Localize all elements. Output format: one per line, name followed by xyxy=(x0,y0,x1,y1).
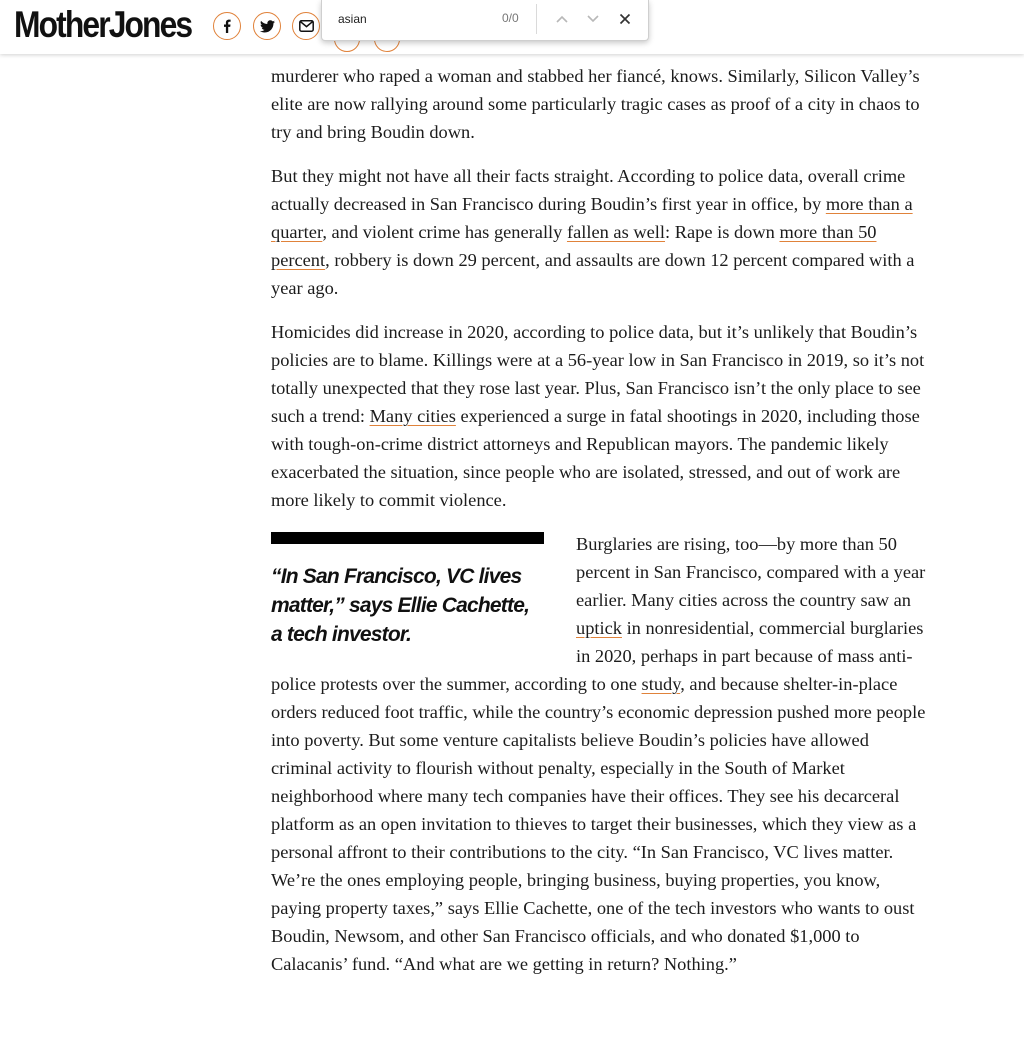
email-share-button[interactable] xyxy=(292,12,320,40)
facebook-icon xyxy=(220,19,234,33)
paragraph-text: Homicides did increase in 2020, according to police data, but it’s unlikely that Boudin’s policies are to blame. Killings were at a 56-year low in San Francisco in 2019, so it’s not totally unexpected that they rose last year. Plus, San Francisco isn’t the only place to see such a trend: xyxy=(271,322,925,426)
facebook-share-button[interactable] xyxy=(213,12,241,40)
twitter-share-button[interactable] xyxy=(253,12,281,40)
chevron-down-icon xyxy=(586,14,600,24)
twitter-icon xyxy=(260,20,275,33)
article-paragraph xyxy=(271,162,931,302)
close-icon xyxy=(619,13,631,25)
pull-quote-text: “In San Francisco, VC lives matter,” says Ellie Cachette, a tech investor. xyxy=(271,565,530,646)
paragraph-text: in nonresidential, commercial burglaries in 2020, perhaps in part because of mass anti-police protests over the summer, according to one xyxy=(271,618,924,694)
find-close-button[interactable] xyxy=(612,7,638,31)
link-study[interactable]: study xyxy=(641,674,681,694)
paragraph-text: Burglaries are rising, too—by more than 50 percent in San Francisco, compared with a year earlier. Many cities across the country saw an xyxy=(576,534,926,610)
article-body xyxy=(271,62,931,994)
chevron-up-icon xyxy=(555,14,569,24)
find-next-button[interactable] xyxy=(580,7,606,31)
link-fallen-as-well[interactable]: fallen as well xyxy=(566,222,666,242)
article-paragraph xyxy=(271,318,931,514)
paragraph-text: murderer who raped a woman and stabbed her fiancé, knows. Similarly, Silicon Valley’s elite are now rallying around some particularly tragic cases as proof of a city in chaos to try and bring Boudin down. xyxy=(271,66,920,142)
link-uptick[interactable]: uptick xyxy=(576,618,622,638)
envelope-icon xyxy=(299,20,314,32)
paragraph-text: , and because shelter-in-place orders reduced foot traffic, while the country’s economic depression pushed more people into poverty. But some venture capitalists believe Boudin’s policies have allowed criminal activity to flourish without penalty, especially in the South of Market neighborhood where many tech companies have their offices. They see his decarceral platform as an open invitation to thieves to target their businesses, which they view as a personal affront to their contributions to the city. “In San Francisco, VC lives matter. We’re the ones employing people, bringing business, buying properties, you know, paying property taxes,” says Ellie Cachette, one of the tech investors who wants to oust Boudin, Newsom, and other San Francisco officials, and who donated $1,000 to Calacanis’ fund. “And what are we getting in return? Nothing.” xyxy=(271,674,926,974)
paragraph-text: , and violent crime has generally xyxy=(322,222,567,242)
site-logo[interactable]: MotherJones xyxy=(14,4,192,45)
pull-quote xyxy=(271,530,544,649)
paragraph-text: experienced a surge in fatal shootings in 2020, including those with tough-on-crime district attorneys and Republican mayors. The pandemic likely exacerbated the situation, since people who are isolated, stressed, and out of work are more likely to commit violence. xyxy=(271,406,920,510)
link-more-than-a-quarter[interactable]: more than a quarter xyxy=(271,194,913,242)
pull-quote-bar xyxy=(271,532,544,544)
find-match-count: 0/0 xyxy=(502,11,519,25)
paragraph-text: But they might not have all their facts straight. According to police data, overall crime actually decreased in San Francisco during Boudin’s first year in office, by xyxy=(271,166,906,214)
find-divider xyxy=(536,4,537,34)
paragraph-text: : Rape is down xyxy=(665,222,780,242)
find-bar xyxy=(321,0,649,41)
link-more-than-50-percent[interactable]: more than 50 percent xyxy=(271,222,877,270)
find-previous-button[interactable] xyxy=(549,7,575,31)
find-input[interactable] xyxy=(332,8,514,30)
paragraph-text: , robbery is down 29 percent, and assaults are down 12 percent compared with a year ago. xyxy=(271,250,915,298)
link-many-cities[interactable]: Many cities xyxy=(369,406,456,426)
